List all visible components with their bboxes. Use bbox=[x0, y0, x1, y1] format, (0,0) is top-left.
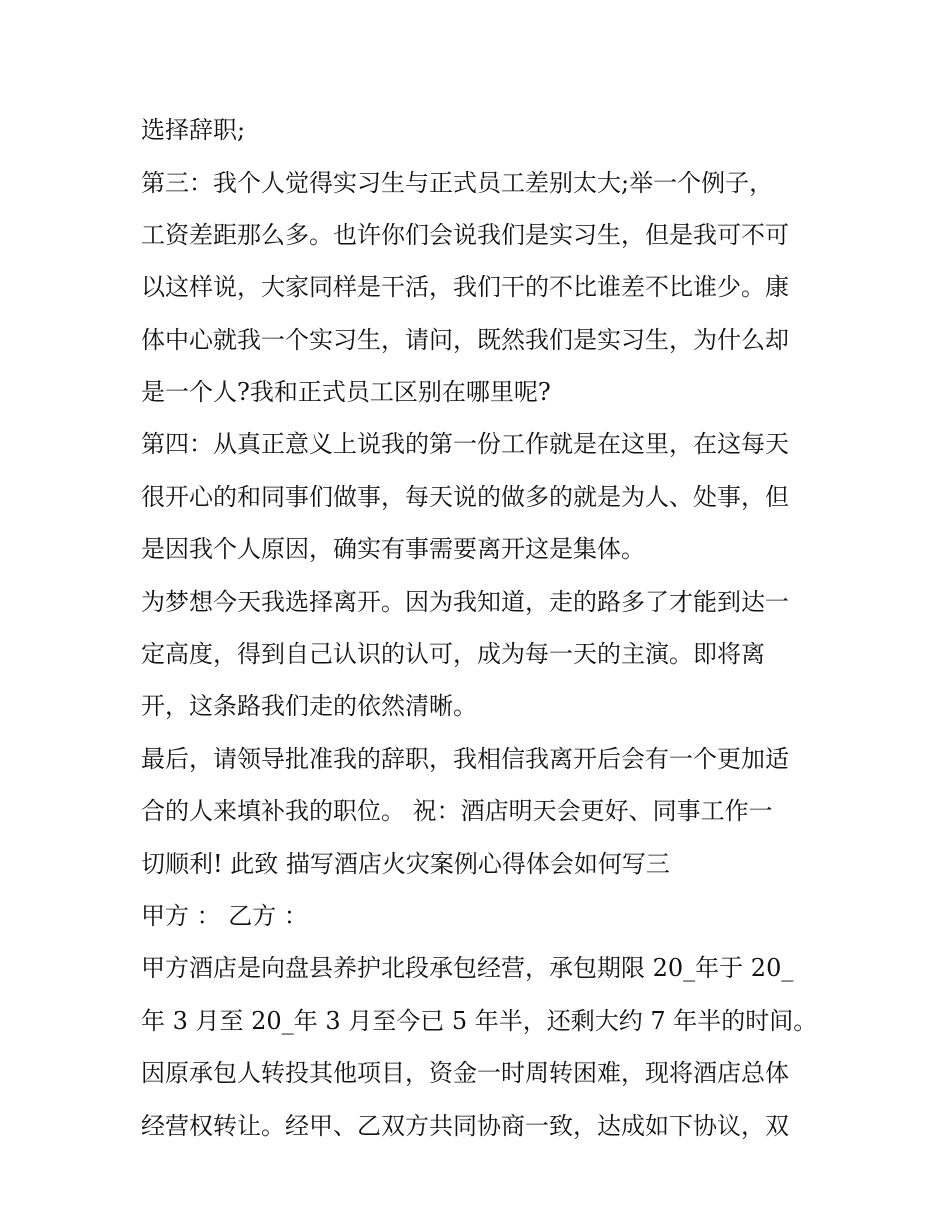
text-line: 是因我个人原因，确实有事需要离开这是集体。 bbox=[141, 535, 645, 563]
text-line: 切顺利! 此致 描写酒店火灾案例心得体会如何写三 bbox=[141, 850, 670, 878]
text-line: 第三：我个人觉得实习生与正式员工差别太大;举一个例子， bbox=[141, 169, 774, 197]
text-line: 经营权转让。经甲、乙双方共同协商一致，达成如下协议，双 bbox=[141, 1112, 789, 1140]
text-line: 合的人来填补我的职位。 祝：酒店明天会更好、同事工作一 bbox=[141, 797, 773, 825]
text-line: 是一个人?我和正式员工区别在哪里呢? bbox=[141, 378, 551, 406]
text-line: 甲方 ： 乙方 ： bbox=[141, 902, 308, 930]
text-line: 甲方酒店是向盘县养护北段承包经营，承包期限 20_年于 20_ bbox=[141, 954, 794, 982]
text-line: 工资差距那么多。也许你们会说我们是实习生，但是我可不可 bbox=[141, 221, 789, 249]
text-line: 年 3 月至 20_年 3 月至今已 5 年半，还剩大约 7 年半的时间。 bbox=[141, 1007, 818, 1035]
text-line: 开，这条路我们走的依然清晰。 bbox=[141, 692, 477, 720]
text-line: 很开心的和同事们做事，每天说的做多的就是为人、处事，但 bbox=[141, 483, 789, 511]
text-line: 为梦想今天我选择离开。因为我知道，走的路多了才能到达一 bbox=[141, 588, 789, 616]
text-line: 因原承包人转投其他项目，资金一时周转困难，现将酒店总体 bbox=[141, 1059, 789, 1087]
text-line: 体中心就我一个实习生，请问，既然我们是实习生，为什么却 bbox=[141, 326, 789, 354]
text-line: 第四：从真正意义上说我的第一份工作就是在这里，在这每天 bbox=[141, 430, 789, 458]
text-line: 定高度，得到自己认识的认可，成为每一天的主演。即将离 bbox=[141, 640, 765, 668]
text-line: 选择辞职; bbox=[141, 116, 246, 144]
text-line: 以这样说，大家同样是干活，我们干的不比谁差不比谁少。康 bbox=[141, 273, 789, 301]
text-line: 最后，请领导批准我的辞职，我相信我离开后会有一个更加适 bbox=[141, 745, 789, 773]
